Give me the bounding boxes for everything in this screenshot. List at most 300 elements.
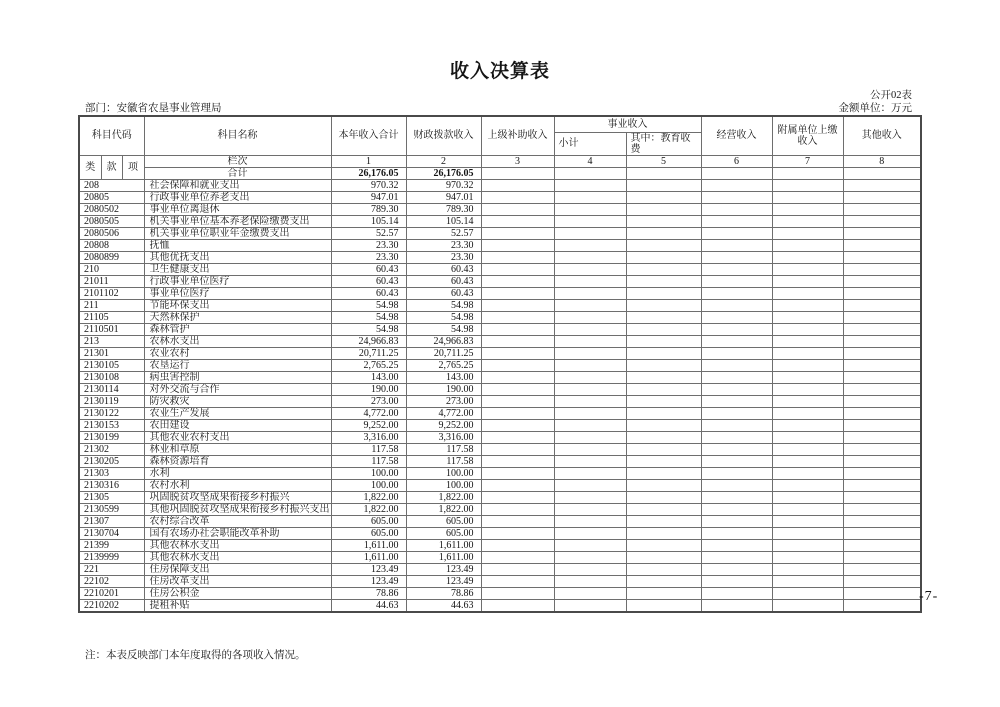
empty-cell bbox=[481, 167, 554, 179]
empty-cell bbox=[626, 263, 701, 275]
page-number: -7- bbox=[919, 589, 939, 604]
fiscal-income-cell: 190.00 bbox=[406, 383, 481, 395]
empty-cell bbox=[772, 539, 843, 551]
subject-name-cell: 国有农场办社会职能改革补助 bbox=[144, 527, 331, 539]
subject-code-cell: 2130153 bbox=[79, 419, 144, 431]
empty-cell bbox=[701, 263, 772, 275]
total-income-cell: 24,966.83 bbox=[331, 335, 406, 347]
subject-name-cell: 社会保障和就业支出 bbox=[144, 179, 331, 191]
table-row bbox=[79, 287, 921, 299]
empty-cell bbox=[554, 455, 626, 467]
fiscal-income-cell: 1,611.00 bbox=[406, 539, 481, 551]
subject-code-cell: 2080502 bbox=[79, 203, 144, 215]
header-subtotal: 小计 bbox=[554, 132, 626, 155]
empty-cell bbox=[626, 479, 701, 491]
total-income-cell: 44.63 bbox=[331, 599, 406, 612]
empty-cell bbox=[481, 179, 554, 191]
column-number-cell: 5 bbox=[626, 155, 701, 167]
empty-cell bbox=[701, 335, 772, 347]
empty-cell bbox=[772, 503, 843, 515]
table-row bbox=[79, 215, 921, 227]
empty-cell bbox=[554, 203, 626, 215]
column-number-cell: 3 bbox=[481, 155, 554, 167]
empty-cell bbox=[626, 455, 701, 467]
empty-cell bbox=[843, 383, 921, 395]
empty-cell bbox=[626, 371, 701, 383]
empty-cell bbox=[843, 395, 921, 407]
table-row bbox=[79, 239, 921, 251]
total-row bbox=[79, 167, 921, 179]
total-income-cell: 78.86 bbox=[331, 587, 406, 599]
empty-cell bbox=[554, 515, 626, 527]
empty-cell bbox=[772, 359, 843, 371]
empty-cell bbox=[554, 527, 626, 539]
empty-cell bbox=[843, 323, 921, 335]
empty-cell bbox=[701, 491, 772, 503]
subject-code-cell: 210 bbox=[79, 263, 144, 275]
subject-code-cell: 20805 bbox=[79, 191, 144, 203]
empty-cell bbox=[701, 359, 772, 371]
empty-cell bbox=[626, 539, 701, 551]
empty-cell bbox=[772, 179, 843, 191]
empty-cell bbox=[481, 491, 554, 503]
empty-cell bbox=[626, 515, 701, 527]
empty-cell bbox=[554, 251, 626, 263]
empty-cell bbox=[626, 167, 701, 179]
total-income-cell: 1,611.00 bbox=[331, 539, 406, 551]
empty-cell bbox=[772, 515, 843, 527]
empty-cell bbox=[701, 431, 772, 443]
table-row bbox=[79, 575, 921, 587]
header-affiliated-income: 附属单位上缴收入 bbox=[772, 116, 843, 155]
table-note: 注：本表反映部门本年度取得的各项收入情况。 bbox=[85, 650, 306, 661]
subject-name-cell: 对外交流与合作 bbox=[144, 383, 331, 395]
subject-code-cell: 2130108 bbox=[79, 371, 144, 383]
empty-cell bbox=[554, 359, 626, 371]
subject-code-cell: 21399 bbox=[79, 539, 144, 551]
table-row bbox=[79, 191, 921, 203]
header-education-fee: 其中：教育收费 bbox=[626, 132, 701, 155]
empty-cell bbox=[843, 479, 921, 491]
empty-cell bbox=[481, 335, 554, 347]
fiscal-income-cell: 117.58 bbox=[406, 455, 481, 467]
fiscal-income-cell: 52.57 bbox=[406, 227, 481, 239]
table-row bbox=[79, 551, 921, 563]
empty-cell bbox=[701, 311, 772, 323]
table-row bbox=[79, 467, 921, 479]
empty-cell bbox=[554, 587, 626, 599]
empty-cell bbox=[772, 299, 843, 311]
table-row bbox=[79, 539, 921, 551]
empty-cell bbox=[481, 539, 554, 551]
empty-cell bbox=[626, 299, 701, 311]
fiscal-income-cell: 273.00 bbox=[406, 395, 481, 407]
empty-cell bbox=[626, 251, 701, 263]
empty-cell bbox=[481, 251, 554, 263]
empty-cell bbox=[481, 191, 554, 203]
empty-cell bbox=[772, 203, 843, 215]
empty-cell bbox=[772, 419, 843, 431]
empty-cell bbox=[843, 443, 921, 455]
empty-cell bbox=[843, 275, 921, 287]
empty-cell bbox=[772, 191, 843, 203]
table-row bbox=[79, 383, 921, 395]
column-number-cell: 4 bbox=[554, 155, 626, 167]
empty-cell bbox=[843, 311, 921, 323]
empty-cell bbox=[626, 419, 701, 431]
total-income-cell: 9,252.00 bbox=[331, 419, 406, 431]
subject-name-cell: 森林资源培育 bbox=[144, 455, 331, 467]
subject-name-cell: 其他巩固脱贫攻坚成果衔接乡村振兴支出 bbox=[144, 503, 331, 515]
table-row bbox=[79, 395, 921, 407]
empty-cell bbox=[772, 443, 843, 455]
fiscal-income-cell: 54.98 bbox=[406, 323, 481, 335]
subject-name-cell: 森林管护 bbox=[144, 323, 331, 335]
total-income-cell: 2,765.25 bbox=[331, 359, 406, 371]
empty-cell bbox=[701, 287, 772, 299]
empty-cell bbox=[554, 575, 626, 587]
fiscal-income-cell: 117.58 bbox=[406, 443, 481, 455]
empty-cell bbox=[626, 587, 701, 599]
total-income-cell: 4,772.00 bbox=[331, 407, 406, 419]
empty-cell bbox=[554, 395, 626, 407]
fiscal-income-cell: 78.86 bbox=[406, 587, 481, 599]
empty-cell bbox=[843, 527, 921, 539]
empty-cell bbox=[481, 203, 554, 215]
class-header-cell: 类 bbox=[79, 155, 101, 179]
total-income-cell: 123.49 bbox=[331, 575, 406, 587]
empty-cell bbox=[843, 563, 921, 575]
empty-cell bbox=[626, 275, 701, 287]
empty-cell bbox=[481, 227, 554, 239]
empty-cell bbox=[554, 287, 626, 299]
fiscal-income-cell: 54.98 bbox=[406, 311, 481, 323]
empty-cell bbox=[701, 563, 772, 575]
total-income-cell: 60.43 bbox=[331, 263, 406, 275]
table-body bbox=[79, 155, 921, 612]
empty-cell bbox=[701, 227, 772, 239]
empty-cell bbox=[701, 203, 772, 215]
subject-name-cell: 卫生健康支出 bbox=[144, 263, 331, 275]
empty-cell bbox=[481, 407, 554, 419]
header-subject-name: 科目名称 bbox=[144, 116, 331, 155]
item-header-cell: 项 bbox=[122, 155, 144, 179]
total-income-cell: 60.43 bbox=[331, 275, 406, 287]
empty-cell bbox=[701, 539, 772, 551]
empty-cell bbox=[701, 179, 772, 191]
total-income-cell: 605.00 bbox=[331, 515, 406, 527]
empty-cell bbox=[626, 563, 701, 575]
empty-cell bbox=[772, 335, 843, 347]
fiscal-income-cell: 105.14 bbox=[406, 215, 481, 227]
fiscal-income-cell: 60.43 bbox=[406, 275, 481, 287]
empty-cell bbox=[843, 299, 921, 311]
table-row bbox=[79, 371, 921, 383]
table-row bbox=[79, 203, 921, 215]
empty-cell bbox=[843, 599, 921, 612]
empty-cell bbox=[554, 311, 626, 323]
empty-cell bbox=[772, 227, 843, 239]
total-income-cell: 54.98 bbox=[331, 311, 406, 323]
total-income-cell: 1,822.00 bbox=[331, 503, 406, 515]
subject-name-cell: 住房公积金 bbox=[144, 587, 331, 599]
empty-cell bbox=[701, 407, 772, 419]
empty-cell bbox=[554, 407, 626, 419]
empty-cell bbox=[481, 599, 554, 612]
total-income-cell: 100.00 bbox=[331, 479, 406, 491]
fiscal-income-cell: 24,966.83 bbox=[406, 335, 481, 347]
empty-cell bbox=[772, 527, 843, 539]
empty-cell bbox=[843, 179, 921, 191]
total-income-cell: 60.43 bbox=[331, 287, 406, 299]
empty-cell bbox=[481, 215, 554, 227]
column-number-cell: 8 bbox=[843, 155, 921, 167]
total-income-fiscal-cell: 26,176.05 bbox=[406, 167, 481, 179]
empty-cell bbox=[772, 395, 843, 407]
page-title: 收入决算表 bbox=[449, 61, 550, 82]
table-row bbox=[79, 251, 921, 263]
empty-cell bbox=[626, 503, 701, 515]
subject-code-cell: 2130114 bbox=[79, 383, 144, 395]
subject-name-cell: 农村综合改革 bbox=[144, 515, 331, 527]
subject-name-cell: 其他农林水支出 bbox=[144, 539, 331, 551]
total-income-cell: 605.00 bbox=[331, 527, 406, 539]
empty-cell bbox=[701, 347, 772, 359]
empty-cell bbox=[554, 371, 626, 383]
empty-cell bbox=[843, 503, 921, 515]
total-income-cell: 23.30 bbox=[331, 239, 406, 251]
empty-cell bbox=[772, 287, 843, 299]
empty-cell bbox=[843, 359, 921, 371]
subject-code-cell: 2130199 bbox=[79, 431, 144, 443]
table-row bbox=[79, 335, 921, 347]
empty-cell bbox=[772, 431, 843, 443]
empty-cell bbox=[701, 275, 772, 287]
table-row bbox=[79, 443, 921, 455]
fiscal-income-cell: 789.30 bbox=[406, 203, 481, 215]
total-income-cell: 54.98 bbox=[331, 323, 406, 335]
subject-name-cell: 事业单位医疗 bbox=[144, 287, 331, 299]
total-income-cell: 117.58 bbox=[331, 443, 406, 455]
subject-name-cell: 住房保障支出 bbox=[144, 563, 331, 575]
table-row bbox=[79, 263, 921, 275]
empty-cell bbox=[554, 215, 626, 227]
empty-cell bbox=[701, 299, 772, 311]
table-row bbox=[79, 299, 921, 311]
empty-cell bbox=[843, 347, 921, 359]
empty-cell bbox=[772, 599, 843, 612]
empty-cell bbox=[843, 431, 921, 443]
subject-code-cell: 208 bbox=[79, 179, 144, 191]
fiscal-income-cell: 60.43 bbox=[406, 287, 481, 299]
empty-cell bbox=[554, 239, 626, 251]
subject-code-cell: 2130119 bbox=[79, 395, 144, 407]
table-row bbox=[79, 359, 921, 371]
subject-name-cell: 节能环保支出 bbox=[144, 299, 331, 311]
table-row bbox=[79, 491, 921, 503]
empty-cell bbox=[701, 575, 772, 587]
empty-cell bbox=[701, 251, 772, 263]
subject-name-cell: 行政事业单位医疗 bbox=[144, 275, 331, 287]
empty-cell bbox=[626, 443, 701, 455]
empty-cell bbox=[701, 443, 772, 455]
subject-name-cell: 其他优抚支出 bbox=[144, 251, 331, 263]
empty-cell bbox=[626, 335, 701, 347]
empty-cell bbox=[843, 215, 921, 227]
empty-cell bbox=[772, 455, 843, 467]
header-subject-code: 科目代码 bbox=[79, 116, 144, 155]
empty-cell bbox=[701, 551, 772, 563]
total-income-cell: 105.14 bbox=[331, 215, 406, 227]
subject-name-cell: 抚恤 bbox=[144, 239, 331, 251]
empty-cell bbox=[843, 587, 921, 599]
empty-cell bbox=[554, 443, 626, 455]
empty-cell bbox=[701, 587, 772, 599]
empty-cell bbox=[626, 551, 701, 563]
total-income-cell: 789.30 bbox=[331, 203, 406, 215]
empty-cell bbox=[843, 371, 921, 383]
empty-cell bbox=[554, 563, 626, 575]
total-income-cell: 143.00 bbox=[331, 371, 406, 383]
subject-code-cell: 2130704 bbox=[79, 527, 144, 539]
fiscal-income-cell: 60.43 bbox=[406, 263, 481, 275]
fiscal-income-cell: 1,822.00 bbox=[406, 503, 481, 515]
empty-cell bbox=[626, 239, 701, 251]
subject-code-cell: 2080899 bbox=[79, 251, 144, 263]
empty-cell bbox=[772, 563, 843, 575]
empty-cell bbox=[772, 275, 843, 287]
empty-cell bbox=[481, 299, 554, 311]
header-total-income: 本年收入合计 bbox=[331, 116, 406, 155]
subject-code-cell: 21301 bbox=[79, 347, 144, 359]
empty-cell bbox=[701, 455, 772, 467]
fiscal-income-cell: 1,611.00 bbox=[406, 551, 481, 563]
fiscal-income-cell: 4,772.00 bbox=[406, 407, 481, 419]
empty-cell bbox=[701, 527, 772, 539]
empty-cell bbox=[481, 527, 554, 539]
header-operating-income: 经营收入 bbox=[701, 116, 772, 155]
subject-name-cell: 水利 bbox=[144, 467, 331, 479]
table-row bbox=[79, 419, 921, 431]
section-header-cell: 款 bbox=[101, 155, 122, 179]
subject-code-cell: 2101102 bbox=[79, 287, 144, 299]
subject-code-cell: 213 bbox=[79, 335, 144, 347]
subject-name-cell: 防灾救灾 bbox=[144, 395, 331, 407]
subject-name-cell: 病虫害控制 bbox=[144, 371, 331, 383]
empty-cell bbox=[843, 335, 921, 347]
empty-cell bbox=[554, 347, 626, 359]
subject-code-cell: 20808 bbox=[79, 239, 144, 251]
empty-cell bbox=[626, 191, 701, 203]
subject-name-cell: 巩固脱贫攻坚成果衔接乡村振兴 bbox=[144, 491, 331, 503]
subject-name-cell: 农业生产发展 bbox=[144, 407, 331, 419]
table-row bbox=[79, 227, 921, 239]
empty-cell bbox=[772, 323, 843, 335]
subject-code-cell: 21302 bbox=[79, 443, 144, 455]
subject-name-cell: 农村水利 bbox=[144, 479, 331, 491]
table-row bbox=[79, 563, 921, 575]
empty-cell bbox=[772, 215, 843, 227]
empty-cell bbox=[843, 575, 921, 587]
subject-code-cell: 2139999 bbox=[79, 551, 144, 563]
empty-cell bbox=[626, 323, 701, 335]
empty-cell bbox=[626, 575, 701, 587]
empty-cell bbox=[481, 431, 554, 443]
total-income-cell: 190.00 bbox=[331, 383, 406, 395]
empty-cell bbox=[554, 491, 626, 503]
empty-cell bbox=[481, 419, 554, 431]
table-row bbox=[79, 527, 921, 539]
empty-cell bbox=[843, 551, 921, 563]
column-number-cell: 1 bbox=[331, 155, 406, 167]
empty-cell bbox=[626, 491, 701, 503]
empty-cell bbox=[481, 467, 554, 479]
column-number-cell: 7 bbox=[772, 155, 843, 167]
empty-cell bbox=[481, 515, 554, 527]
total-income-cell: 3,316.00 bbox=[331, 431, 406, 443]
total-income-cell: 123.49 bbox=[331, 563, 406, 575]
subject-code-cell: 2080505 bbox=[79, 215, 144, 227]
empty-cell bbox=[843, 515, 921, 527]
column-number-cell: 2 bbox=[406, 155, 481, 167]
empty-cell bbox=[554, 275, 626, 287]
empty-cell bbox=[481, 359, 554, 371]
total-income-cell: 100.00 bbox=[331, 467, 406, 479]
fiscal-income-cell: 9,252.00 bbox=[406, 419, 481, 431]
empty-cell bbox=[772, 407, 843, 419]
subject-code-cell: 2210201 bbox=[79, 587, 144, 599]
empty-cell bbox=[554, 419, 626, 431]
empty-cell bbox=[554, 467, 626, 479]
total-income-cell: 52.57 bbox=[331, 227, 406, 239]
empty-cell bbox=[626, 215, 701, 227]
table-row bbox=[79, 503, 921, 515]
subject-name-cell: 机关事业单位职业年金缴费支出 bbox=[144, 227, 331, 239]
subject-name-cell: 农田建设 bbox=[144, 419, 331, 431]
subject-code-cell: 21307 bbox=[79, 515, 144, 527]
header-superior-subsidy: 上级补助收入 bbox=[481, 116, 554, 155]
fiscal-income-cell: 100.00 bbox=[406, 467, 481, 479]
empty-cell bbox=[554, 323, 626, 335]
fiscal-income-cell: 2,765.25 bbox=[406, 359, 481, 371]
empty-cell bbox=[772, 311, 843, 323]
empty-cell bbox=[772, 575, 843, 587]
empty-cell bbox=[626, 383, 701, 395]
empty-cell bbox=[554, 263, 626, 275]
empty-cell bbox=[843, 419, 921, 431]
subject-code-cell: 211 bbox=[79, 299, 144, 311]
empty-cell bbox=[772, 251, 843, 263]
empty-cell bbox=[626, 203, 701, 215]
empty-cell bbox=[554, 539, 626, 551]
empty-cell bbox=[481, 287, 554, 299]
column-index-label-cell: 栏次 bbox=[144, 155, 331, 167]
fiscal-income-cell: 20,711.25 bbox=[406, 347, 481, 359]
subject-code-cell: 221 bbox=[79, 563, 144, 575]
empty-cell bbox=[554, 335, 626, 347]
empty-cell bbox=[701, 479, 772, 491]
total-income-cell: 1,822.00 bbox=[331, 491, 406, 503]
empty-cell bbox=[772, 263, 843, 275]
empty-cell bbox=[481, 503, 554, 515]
empty-cell bbox=[701, 599, 772, 612]
empty-cell bbox=[701, 215, 772, 227]
empty-cell bbox=[481, 479, 554, 491]
empty-cell bbox=[701, 371, 772, 383]
empty-cell bbox=[554, 227, 626, 239]
empty-cell bbox=[554, 431, 626, 443]
subject-code-cell: 2130105 bbox=[79, 359, 144, 371]
